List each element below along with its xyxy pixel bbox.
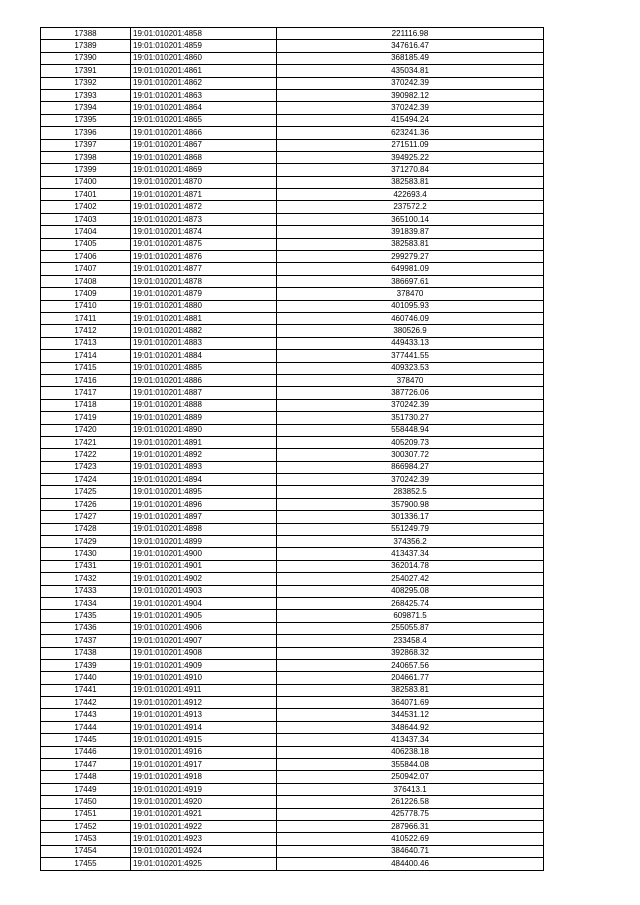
row-number-cell: 17418 [41, 399, 131, 411]
table-row [41, 89, 544, 101]
cadastral-number-cell: 19:01:010201:4914 [131, 721, 277, 733]
table-row [41, 796, 544, 808]
row-number-cell: 17389 [41, 40, 131, 52]
value-cell: 405209.73 [277, 436, 544, 448]
row-number-cell: 17398 [41, 151, 131, 163]
row-number-cell: 17431 [41, 560, 131, 572]
row-number-cell: 17408 [41, 275, 131, 287]
row-number-cell: 17430 [41, 548, 131, 560]
cadastral-number-cell: 19:01:010201:4903 [131, 585, 277, 597]
cadastral-number-cell: 19:01:010201:4880 [131, 300, 277, 312]
table-row [41, 746, 544, 758]
table-row [41, 672, 544, 684]
value-cell: 390982.12 [277, 89, 544, 101]
cadastral-number-cell: 19:01:010201:4904 [131, 597, 277, 609]
table-row [41, 65, 544, 77]
table-row [41, 833, 544, 845]
cadastral-number-cell: 19:01:010201:4886 [131, 374, 277, 386]
value-cell: 299279.27 [277, 251, 544, 263]
cadastral-number-cell: 19:01:010201:4912 [131, 697, 277, 709]
table-row [41, 771, 544, 783]
table-row [41, 560, 544, 572]
table-row [41, 845, 544, 857]
row-number-cell: 17422 [41, 449, 131, 461]
cadastral-number-cell: 19:01:010201:4918 [131, 771, 277, 783]
value-cell: 300307.72 [277, 449, 544, 461]
table-row [41, 486, 544, 498]
cadastral-number-cell: 19:01:010201:4858 [131, 28, 277, 40]
value-cell: 268425.74 [277, 597, 544, 609]
table-row [41, 176, 544, 188]
table-row [41, 28, 544, 40]
row-number-cell: 17433 [41, 585, 131, 597]
table-row [41, 610, 544, 622]
row-number-cell: 17438 [41, 647, 131, 659]
cadastral-number-cell: 19:01:010201:4895 [131, 486, 277, 498]
table-row [41, 436, 544, 448]
row-number-cell: 17401 [41, 189, 131, 201]
table-row [41, 858, 544, 870]
cadastral-number-cell: 19:01:010201:4925 [131, 858, 277, 870]
value-cell: 254027.42 [277, 573, 544, 585]
cadastral-number-cell: 19:01:010201:4897 [131, 511, 277, 523]
row-number-cell: 17436 [41, 622, 131, 634]
cadastral-number-cell: 19:01:010201:4921 [131, 808, 277, 820]
cadastral-number-cell: 19:01:010201:4896 [131, 498, 277, 510]
table-row [41, 461, 544, 473]
cadastral-number-cell: 19:01:010201:4875 [131, 238, 277, 250]
table-row [41, 399, 544, 411]
value-cell: 364071.69 [277, 697, 544, 709]
table-row [41, 548, 544, 560]
row-number-cell: 17416 [41, 374, 131, 386]
row-number-cell: 17402 [41, 201, 131, 213]
table-row [41, 300, 544, 312]
value-cell: 401095.93 [277, 300, 544, 312]
value-cell: 413437.34 [277, 548, 544, 560]
table-row [41, 449, 544, 461]
cadastral-number-cell: 19:01:010201:4915 [131, 734, 277, 746]
value-cell: 649981.09 [277, 263, 544, 275]
table-row [41, 77, 544, 89]
cadastral-number-cell: 19:01:010201:4898 [131, 523, 277, 535]
value-cell: 221116.98 [277, 28, 544, 40]
row-number-cell: 17446 [41, 746, 131, 758]
table-row [41, 808, 544, 820]
cadastral-number-cell: 19:01:010201:4919 [131, 783, 277, 795]
row-number-cell: 17426 [41, 498, 131, 510]
row-number-cell: 17399 [41, 164, 131, 176]
row-number-cell: 17397 [41, 139, 131, 151]
row-number-cell: 17421 [41, 436, 131, 448]
table-row [41, 189, 544, 201]
value-cell: 355844.08 [277, 759, 544, 771]
table-row [41, 151, 544, 163]
row-number-cell: 17423 [41, 461, 131, 473]
row-number-cell: 17411 [41, 312, 131, 324]
cadastral-number-cell: 19:01:010201:4873 [131, 213, 277, 225]
value-cell: 351730.27 [277, 412, 544, 424]
table-row [41, 312, 544, 324]
table-row [41, 387, 544, 399]
table-row [41, 52, 544, 64]
value-cell: 551249.79 [277, 523, 544, 535]
table-row [41, 114, 544, 126]
cadastral-value-table [40, 27, 544, 871]
value-cell: 371270.84 [277, 164, 544, 176]
cadastral-number-cell: 19:01:010201:4911 [131, 684, 277, 696]
value-cell: 380526.9 [277, 325, 544, 337]
table-row [41, 635, 544, 647]
value-cell: 435034.81 [277, 65, 544, 77]
table-row [41, 238, 544, 250]
cadastral-number-cell: 19:01:010201:4892 [131, 449, 277, 461]
cadastral-number-cell: 19:01:010201:4859 [131, 40, 277, 52]
row-number-cell: 17427 [41, 511, 131, 523]
table-row [41, 536, 544, 548]
row-number-cell: 17410 [41, 300, 131, 312]
table-row [41, 659, 544, 671]
value-cell: 374356.2 [277, 536, 544, 548]
row-number-cell: 17434 [41, 597, 131, 609]
value-cell: 204661.77 [277, 672, 544, 684]
value-cell: 449433.13 [277, 337, 544, 349]
cadastral-number-cell: 19:01:010201:4865 [131, 114, 277, 126]
value-cell: 382583.81 [277, 684, 544, 696]
cadastral-number-cell: 19:01:010201:4894 [131, 474, 277, 486]
row-number-cell: 17451 [41, 808, 131, 820]
table-row [41, 585, 544, 597]
value-cell: 386697.61 [277, 275, 544, 287]
row-number-cell: 17453 [41, 833, 131, 845]
table-row [41, 474, 544, 486]
cadastral-number-cell: 19:01:010201:4909 [131, 659, 277, 671]
cadastral-number-cell: 19:01:010201:4884 [131, 350, 277, 362]
table-row [41, 734, 544, 746]
row-number-cell: 17390 [41, 52, 131, 64]
cadastral-number-cell: 19:01:010201:4872 [131, 201, 277, 213]
value-cell: 240657.56 [277, 659, 544, 671]
row-number-cell: 17439 [41, 659, 131, 671]
row-number-cell: 17415 [41, 362, 131, 374]
row-number-cell: 17445 [41, 734, 131, 746]
value-cell: 287966.31 [277, 821, 544, 833]
cadastral-number-cell: 19:01:010201:4923 [131, 833, 277, 845]
cadastral-number-cell: 19:01:010201:4893 [131, 461, 277, 473]
row-number-cell: 17429 [41, 536, 131, 548]
table-row [41, 721, 544, 733]
value-cell: 370242.39 [277, 102, 544, 114]
row-number-cell: 17395 [41, 114, 131, 126]
cadastral-number-cell: 19:01:010201:4882 [131, 325, 277, 337]
cadastral-number-cell: 19:01:010201:4870 [131, 176, 277, 188]
table-row [41, 709, 544, 721]
value-cell: 384640.71 [277, 845, 544, 857]
value-cell: 425778.75 [277, 808, 544, 820]
table-row [41, 275, 544, 287]
row-number-cell: 17441 [41, 684, 131, 696]
row-number-cell: 17454 [41, 845, 131, 857]
row-number-cell: 17437 [41, 635, 131, 647]
cadastral-number-cell: 19:01:010201:4888 [131, 399, 277, 411]
table-row [41, 40, 544, 52]
row-number-cell: 17447 [41, 759, 131, 771]
value-cell: 378470 [277, 374, 544, 386]
row-number-cell: 17413 [41, 337, 131, 349]
table-row [41, 573, 544, 585]
cadastral-number-cell: 19:01:010201:4863 [131, 89, 277, 101]
cadastral-number-cell: 19:01:010201:4862 [131, 77, 277, 89]
table-row [41, 263, 544, 275]
row-number-cell: 17448 [41, 771, 131, 783]
cadastral-number-cell: 19:01:010201:4861 [131, 65, 277, 77]
row-number-cell: 17414 [41, 350, 131, 362]
table-row [41, 374, 544, 386]
row-number-cell: 17443 [41, 709, 131, 721]
cadastral-number-cell: 19:01:010201:4917 [131, 759, 277, 771]
cadastral-number-cell: 19:01:010201:4883 [131, 337, 277, 349]
cadastral-number-cell: 19:01:010201:4905 [131, 610, 277, 622]
value-cell: 362014.78 [277, 560, 544, 572]
value-cell: 484400.46 [277, 858, 544, 870]
value-cell: 233458.4 [277, 635, 544, 647]
table-row [41, 821, 544, 833]
table-row [41, 350, 544, 362]
table-row [41, 213, 544, 225]
table-row [41, 622, 544, 634]
value-cell: 237572.2 [277, 201, 544, 213]
row-number-cell: 17424 [41, 474, 131, 486]
table-row [41, 201, 544, 213]
row-number-cell: 17419 [41, 412, 131, 424]
cadastral-number-cell: 19:01:010201:4900 [131, 548, 277, 560]
value-cell: 283852.5 [277, 486, 544, 498]
table-row [41, 102, 544, 114]
value-cell: 391839.87 [277, 226, 544, 238]
value-cell: 460746.09 [277, 312, 544, 324]
row-number-cell: 17400 [41, 176, 131, 188]
row-number-cell: 17391 [41, 65, 131, 77]
value-cell: 347616.47 [277, 40, 544, 52]
row-number-cell: 17412 [41, 325, 131, 337]
cadastral-number-cell: 19:01:010201:4899 [131, 536, 277, 548]
row-number-cell: 17394 [41, 102, 131, 114]
row-number-cell: 17404 [41, 226, 131, 238]
value-cell: 370242.39 [277, 399, 544, 411]
cadastral-number-cell: 19:01:010201:4885 [131, 362, 277, 374]
row-number-cell: 17393 [41, 89, 131, 101]
cadastral-number-cell: 19:01:010201:4878 [131, 275, 277, 287]
cadastral-number-cell: 19:01:010201:4913 [131, 709, 277, 721]
row-number-cell: 17409 [41, 288, 131, 300]
cadastral-number-cell: 19:01:010201:4889 [131, 412, 277, 424]
row-number-cell: 17442 [41, 697, 131, 709]
cadastral-number-cell: 19:01:010201:4876 [131, 251, 277, 263]
value-cell: 250942.07 [277, 771, 544, 783]
cadastral-number-cell: 19:01:010201:4906 [131, 622, 277, 634]
value-cell: 348644.92 [277, 721, 544, 733]
table-row [41, 337, 544, 349]
cadastral-number-cell: 19:01:010201:4891 [131, 436, 277, 448]
table-row [41, 288, 544, 300]
row-number-cell: 17417 [41, 387, 131, 399]
cadastral-number-cell: 19:01:010201:4868 [131, 151, 277, 163]
value-cell: 558448.94 [277, 424, 544, 436]
cadastral-number-cell: 19:01:010201:4860 [131, 52, 277, 64]
table-row [41, 139, 544, 151]
row-number-cell: 17444 [41, 721, 131, 733]
table-row [41, 647, 544, 659]
table-row [41, 127, 544, 139]
table-row [41, 226, 544, 238]
cadastral-number-cell: 19:01:010201:4902 [131, 573, 277, 585]
cadastral-number-cell: 19:01:010201:4890 [131, 424, 277, 436]
cadastral-number-cell: 19:01:010201:4869 [131, 164, 277, 176]
value-cell: 422693.4 [277, 189, 544, 201]
table-row [41, 759, 544, 771]
cadastral-number-cell: 19:01:010201:4881 [131, 312, 277, 324]
cadastral-number-cell: 19:01:010201:4924 [131, 845, 277, 857]
value-cell: 365100.14 [277, 213, 544, 225]
cadastral-number-cell: 19:01:010201:4871 [131, 189, 277, 201]
value-cell: 368185.49 [277, 52, 544, 64]
row-number-cell: 17405 [41, 238, 131, 250]
cadastral-number-cell: 19:01:010201:4916 [131, 746, 277, 758]
row-number-cell: 17425 [41, 486, 131, 498]
row-number-cell: 17435 [41, 610, 131, 622]
table-row [41, 412, 544, 424]
table-row [41, 498, 544, 510]
value-cell: 255055.87 [277, 622, 544, 634]
cadastral-number-cell: 19:01:010201:4874 [131, 226, 277, 238]
row-number-cell: 17452 [41, 821, 131, 833]
row-number-cell: 17407 [41, 263, 131, 275]
cadastral-number-cell: 19:01:010201:4907 [131, 635, 277, 647]
row-number-cell: 17455 [41, 858, 131, 870]
value-cell: 378470 [277, 288, 544, 300]
row-number-cell: 17406 [41, 251, 131, 263]
cadastral-number-cell: 19:01:010201:4920 [131, 796, 277, 808]
value-cell: 357900.98 [277, 498, 544, 510]
value-cell: 376413.1 [277, 783, 544, 795]
value-cell: 623241.36 [277, 127, 544, 139]
cadastral-number-cell: 19:01:010201:4864 [131, 102, 277, 114]
value-cell: 394925.22 [277, 151, 544, 163]
table-row [41, 424, 544, 436]
row-number-cell: 17440 [41, 672, 131, 684]
row-number-cell: 17388 [41, 28, 131, 40]
value-cell: 408295.08 [277, 585, 544, 597]
value-cell: 377441.55 [277, 350, 544, 362]
value-cell: 370242.39 [277, 474, 544, 486]
row-number-cell: 17403 [41, 213, 131, 225]
table-row [41, 523, 544, 535]
cadastral-number-cell: 19:01:010201:4879 [131, 288, 277, 300]
table-row [41, 597, 544, 609]
row-number-cell: 17450 [41, 796, 131, 808]
row-number-cell: 17392 [41, 77, 131, 89]
value-cell: 866984.27 [277, 461, 544, 473]
value-cell: 344531.12 [277, 709, 544, 721]
value-cell: 415494.24 [277, 114, 544, 126]
value-cell: 382583.81 [277, 176, 544, 188]
table-row [41, 325, 544, 337]
table-row [41, 684, 544, 696]
cadastral-number-cell: 19:01:010201:4901 [131, 560, 277, 572]
value-cell: 271511.09 [277, 139, 544, 151]
row-number-cell: 17428 [41, 523, 131, 535]
value-cell: 370242.39 [277, 77, 544, 89]
table-row [41, 511, 544, 523]
table-row [41, 164, 544, 176]
row-number-cell: 17420 [41, 424, 131, 436]
value-cell: 410522.69 [277, 833, 544, 845]
value-cell: 409323.53 [277, 362, 544, 374]
cadastral-number-cell: 19:01:010201:4910 [131, 672, 277, 684]
row-number-cell: 17396 [41, 127, 131, 139]
value-cell: 609871.5 [277, 610, 544, 622]
row-number-cell: 17432 [41, 573, 131, 585]
table-row [41, 783, 544, 795]
value-cell: 382583.81 [277, 238, 544, 250]
table-row [41, 697, 544, 709]
row-number-cell: 17449 [41, 783, 131, 795]
value-cell: 301336.17 [277, 511, 544, 523]
cadastral-number-cell: 19:01:010201:4887 [131, 387, 277, 399]
value-cell: 392868.32 [277, 647, 544, 659]
value-cell: 413437.34 [277, 734, 544, 746]
table-row [41, 251, 544, 263]
cadastral-number-cell: 19:01:010201:4867 [131, 139, 277, 151]
cadastral-number-cell: 19:01:010201:4877 [131, 263, 277, 275]
table-body [41, 28, 544, 871]
cadastral-number-cell: 19:01:010201:4866 [131, 127, 277, 139]
value-cell: 387726.06 [277, 387, 544, 399]
cadastral-number-cell: 19:01:010201:4908 [131, 647, 277, 659]
value-cell: 406238.18 [277, 746, 544, 758]
cadastral-number-cell: 19:01:010201:4922 [131, 821, 277, 833]
table-row [41, 362, 544, 374]
value-cell: 261226.58 [277, 796, 544, 808]
